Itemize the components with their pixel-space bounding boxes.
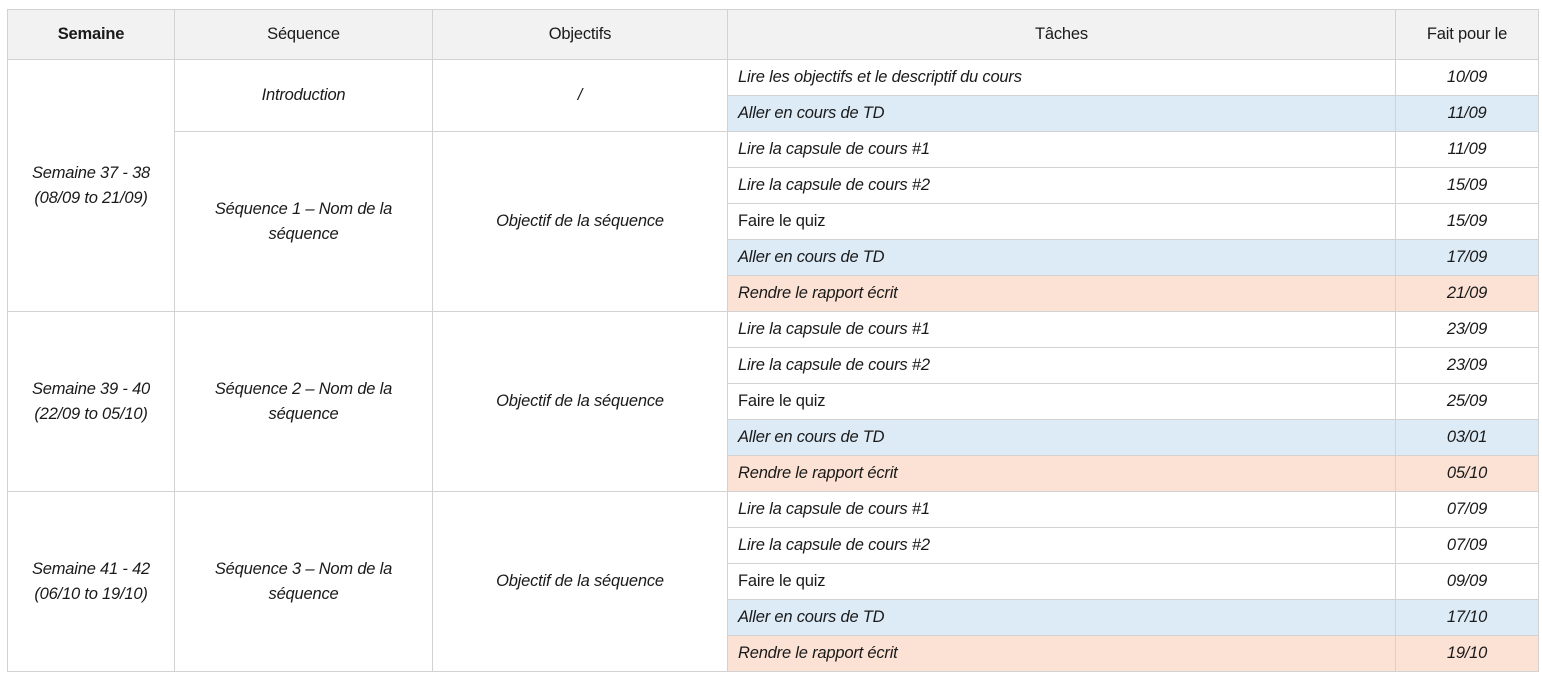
due-date-cell: 05/10 xyxy=(1396,456,1539,492)
sequence-label: Séquence 3 – Nom de la séquence xyxy=(214,559,393,603)
task-cell: Lire la capsule de cours #2 xyxy=(728,348,1396,384)
task-cell: Faire le quiz xyxy=(728,204,1396,240)
task-cell: Lire la capsule de cours #1 xyxy=(728,132,1396,168)
task-cell: Faire le quiz xyxy=(728,564,1396,600)
week-dates: (22/09 to 05/10) xyxy=(34,404,148,423)
header-taches: Tâches xyxy=(728,10,1396,60)
due-date-cell: 25/09 xyxy=(1396,384,1539,420)
table-row xyxy=(8,60,1539,96)
due-date-cell: 11/09 xyxy=(1396,96,1539,132)
due-date-cell: 07/09 xyxy=(1396,528,1539,564)
due-date-cell: 19/10 xyxy=(1396,636,1539,672)
sequence-cell: Introduction xyxy=(175,60,433,132)
due-date-cell: 15/09 xyxy=(1396,204,1539,240)
task-cell: Aller en cours de TD xyxy=(728,600,1396,636)
table-row xyxy=(8,312,1539,348)
header-semaine: Semaine xyxy=(8,10,175,60)
due-date-cell: 17/10 xyxy=(1396,600,1539,636)
task-cell: Aller en cours de TD xyxy=(728,420,1396,456)
task-cell: Rendre le rapport écrit xyxy=(728,636,1396,672)
sequence-cell xyxy=(175,492,433,672)
sequence-cell xyxy=(175,132,433,312)
task-cell: Lire la capsule de cours #2 xyxy=(728,528,1396,564)
week-cell xyxy=(8,492,175,672)
objective-cell: Objectif de la séquence xyxy=(433,132,728,312)
due-date-cell: 23/09 xyxy=(1396,348,1539,384)
due-date-cell: 10/09 xyxy=(1396,60,1539,96)
header-objectifs: Objectifs xyxy=(433,10,728,60)
week-dates: (06/10 to 19/10) xyxy=(34,584,148,603)
task-cell: Lire la capsule de cours #1 xyxy=(728,492,1396,528)
task-cell: Rendre le rapport écrit xyxy=(728,456,1396,492)
task-cell: Lire la capsule de cours #1 xyxy=(728,312,1396,348)
header-sequence: Séquence xyxy=(175,10,433,60)
task-cell: Rendre le rapport écrit xyxy=(728,276,1396,312)
objective-cell: Objectif de la séquence xyxy=(433,492,728,672)
course-schedule-table xyxy=(7,9,1539,672)
due-date-cell: 15/09 xyxy=(1396,168,1539,204)
week-label: Semaine 41 - 42 xyxy=(31,559,151,578)
week-cell xyxy=(8,60,175,312)
table-row xyxy=(8,492,1539,528)
due-date-cell: 03/01 xyxy=(1396,420,1539,456)
week-dates: (08/09 to 21/09) xyxy=(34,188,148,207)
due-date-cell: 11/09 xyxy=(1396,132,1539,168)
due-date-cell: 21/09 xyxy=(1396,276,1539,312)
sequence-label: Séquence 2 – Nom de la séquence xyxy=(214,379,393,423)
week-cell xyxy=(8,312,175,492)
task-cell: Lire les objectifs et le descriptif du cours xyxy=(728,60,1396,96)
table-row xyxy=(8,132,1539,168)
sequence-label: Séquence 1 – Nom de la séquence xyxy=(214,199,393,243)
week-label: Semaine 39 - 40 xyxy=(31,379,151,398)
objective-cell: Objectif de la séquence xyxy=(433,312,728,492)
task-cell: Faire le quiz xyxy=(728,384,1396,420)
task-cell: Aller en cours de TD xyxy=(728,96,1396,132)
objective-cell: / xyxy=(433,60,728,132)
task-cell: Lire la capsule de cours #2 xyxy=(728,168,1396,204)
due-date-cell: 09/09 xyxy=(1396,564,1539,600)
task-cell: Aller en cours de TD xyxy=(728,240,1396,276)
week-label: Semaine 37 - 38 xyxy=(31,163,151,182)
due-date-cell: 17/09 xyxy=(1396,240,1539,276)
sequence-cell xyxy=(175,312,433,492)
header-fait-pour-le: Fait pour le xyxy=(1396,10,1539,60)
header-row xyxy=(8,10,1539,60)
due-date-cell: 23/09 xyxy=(1396,312,1539,348)
due-date-cell: 07/09 xyxy=(1396,492,1539,528)
